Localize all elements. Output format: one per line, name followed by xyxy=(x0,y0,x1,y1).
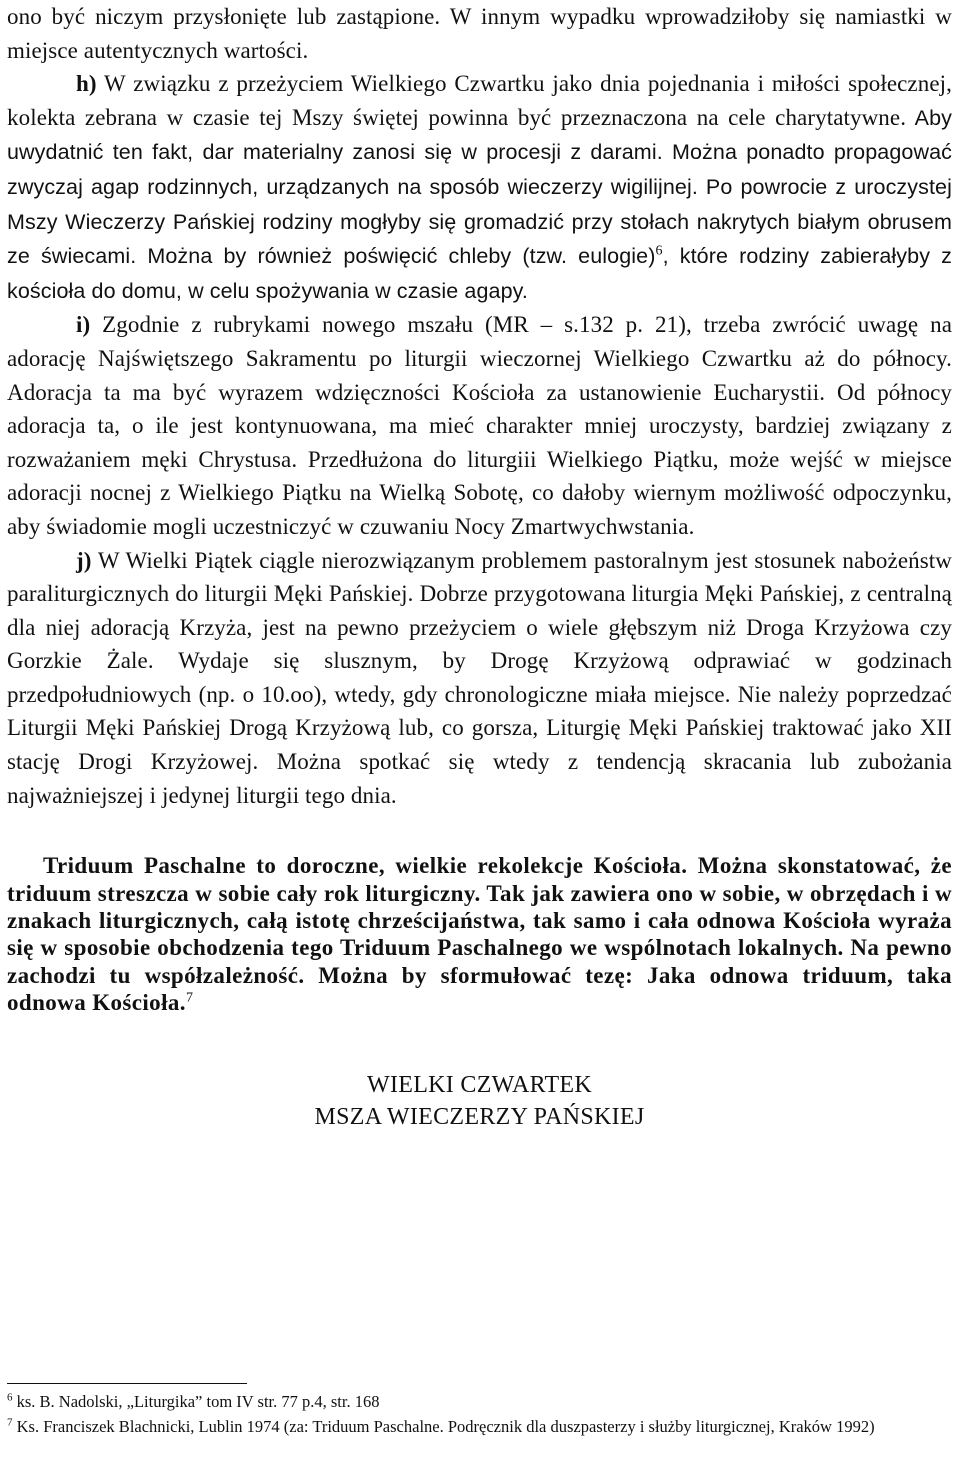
footnote-number: 7 xyxy=(7,1416,13,1428)
paragraph-i xyxy=(7,308,952,543)
paragraph-h xyxy=(7,67,952,308)
summary-text: Triduum Paschalne to doroczne, wielkie rekolekcje Kościoła. Można skonstatować, że triduum streszcza w sobie cały rok liturgiczny. Tak jak zawiera ono w sobie, w obrzędach i w znakach liturgicznych, całą istotę chrześcijaństwa, tak samo i cała odnowa Kościoła wyraża się w sposobie obchodzenia tego Triduum Paschalnego we wspólnotach lokalnych. Na pewno zachodzi tu współzależność. Można by sformułować tezę: Jaka odnowa triduum, taka odnowa Kościoła. xyxy=(7,853,952,1016)
summary-paragraph xyxy=(7,852,952,1016)
item-label-j: j) xyxy=(76,547,92,573)
paragraph-text: Zgodnie z rubrykami nowego mszału (MR – s.132 p. 21), trzeba zwrócić uwagę na adorację Najświętszego Sakramentu po liturgii wieczornej Wielkiego Czwartku aż do północy. Adoracja ta ma być wyrazem wdzięczności Kościoła za ustanowienie Eucharystii. Od północy adoracja ta, o ile jest kontynuowana, ma mieć charakter mniej uroczysty, bardziej związany z rozważaniem męki Chrystusa. Przedłużona do liturgiii Wielkiego Piątku, może wejść w miejsce adoracji nocnej z Wielkiego Piątku na Wielką Sobotę, co dałoby wiernym możliwość odpoczynku, aby świadomie mogli uczestniczyć w czuwaniu Nocy Zmartwychwstania. xyxy=(7,312,952,539)
paragraph-continuation xyxy=(7,0,952,67)
item-label-h: h) xyxy=(76,71,97,97)
section-heading-line1: WIELKI CZWARTEK xyxy=(367,1071,592,1098)
footnote-text: ks. B. Nadolski, „Liturgika” tom IV str. 77 p.4, str. 168 xyxy=(16,1392,380,1411)
paragraph-text-sans: Aby uwydatnić ten fakt, dar materialny zanosi się w procesji z darami. Można ponadto propagować zwyczaj agap rodzinnych, urządzanych na sposób wieczerzy wigilijnej. Po powrocie z uroczystej Mszy Wieczerzy Pańskiej rodziny mogłyby się gromadzić przy stołach nakrytych białym obrusem ze świecami. Można by również poświęcić chleby (tzw. eulogie) xyxy=(7,105,952,269)
item-label-i: i) xyxy=(76,312,91,338)
paragraph-text: W Wielki Piątek ciągle nierozwiązanym problemem pastoralnym jest stosunek nabożeństw paraliturgicznych do liturgii Męki Pańskiej. Dobrze przygotowana liturgia Męki Pańskiej, z centralną dla niej adoracją Krzyża, jest na pewno przeżyciem o wiele głębszym niż Droga Krzyżowa czy Gorzkie Żale. Wydaje się slusznym, by Drogę Krzyżową odprawiać w godzinach przedpołudniowych (np. o 10.oo), wtedy, gdy chronologiczne miała miejsce. Nie należy poprzedzać Liturgii Męki Pańskiej Drogą Krzyżową lub, co gorsza, Liturgię Męki Pańskiej traktować jako XII stację Drogi Krzyżowej. Można spotkać się wtedy z tendencją skracania lub zubożania najważniejszej i jedynej liturgii tego dnia. xyxy=(7,547,952,808)
footnote-ref-6[interactable]: 6 xyxy=(655,243,663,259)
footnotes xyxy=(7,1390,952,1439)
footnote-7 xyxy=(7,1415,952,1440)
paragraph-text: ono być niczym przysłonięte lub zastąpione. W innym wypadku wprowadziłoby się namiastki w miejsce autentycznych wartości. xyxy=(7,4,952,63)
paragraph-text-sans: , które rodziny zabierałyby z kościoła do domu, w celu spożywania w czasie agapy. xyxy=(7,244,953,303)
section-heading-line2: MSZA WIECZERZY PAŃSKIEJ xyxy=(314,1103,645,1130)
footnote-divider xyxy=(7,1383,247,1384)
footnote-number: 6 xyxy=(7,1391,13,1404)
footnote-text: Ks. Franciszek Blachnicki, Lublin 1974 (za: Triduum Paschalne. Podręcznik dla duszpasterzy i służby liturgicznej, Kraków 1992) xyxy=(16,1416,875,1436)
paragraph-text: W związku z przeżyciem Wielkiego Czwartku jako dnia pojednania i miłości społecznej, kolekta zebrana w czasie tej Mszy świętej powinna być przeznaczona na cele charytatywne. xyxy=(7,71,952,130)
footnote-6 xyxy=(7,1390,952,1415)
paragraph-j xyxy=(7,544,952,813)
footnote-ref-7[interactable]: 7 xyxy=(185,990,194,1006)
